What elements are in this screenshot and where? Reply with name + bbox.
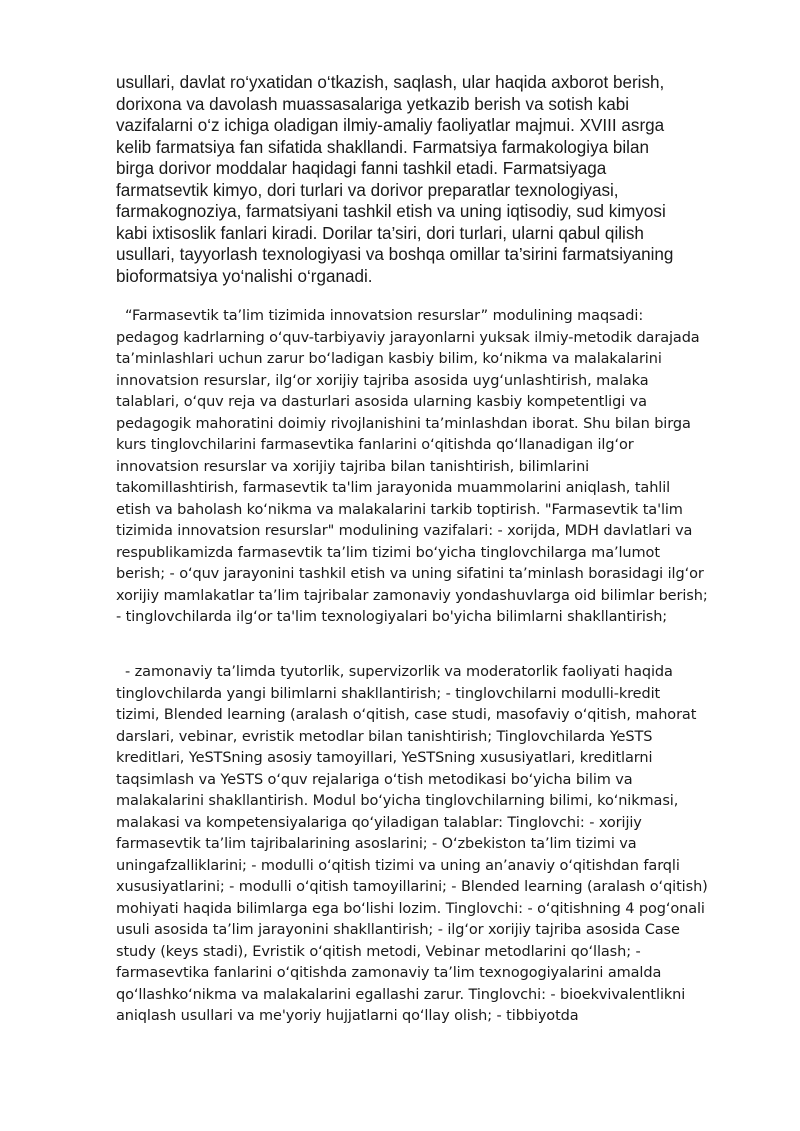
text-line: pedagog kadrlarning o‘quv-tarbiyaviy jarayonlarni yuksak ilmiy-metodik darajada	[116, 329, 700, 346]
text-line: xususiyatlarini; - modulli o‘qitish tamoyillarini; - Blended learning (aralash o‘qitish)	[116, 879, 708, 895]
text-line: usuli asosida ta’lim jarayonini shakllantirish; - ilg‘or xorijiy tajriba asosida Case	[116, 922, 680, 938]
text-line: malakalarini shakllantirish. Modul bo‘yicha tinglovchilarning bilimi, ko‘nikmasi,	[116, 793, 679, 809]
text-line: mohiyati haqida bilimlarga ega bo‘lishi lozim. Tinglovchi: - o‘qitishning 4 pog‘onali	[116, 900, 705, 917]
text-line: kelib farmatsiya fan sifatida shakllandi. Farmatsiya farmakologiya bilan	[116, 137, 649, 157]
text-line: qo‘llashko‘nikma va malakalarini egallashi zarur. Tinglovchi: - bioekvivalentlikni	[116, 986, 686, 1003]
text-line: taqsimlash va YeSTS o‘quv rejalariga o‘tish metodikasi bo‘yicha bilim va	[116, 771, 633, 788]
paragraph-pharmacy-definition	[116, 72, 736, 287]
text-line: innovatsion resurslar, ilg‘or xorijiy tajriba asosida uyg‘unlashtirish, malaka	[116, 372, 649, 389]
text-line: ta’minlashlari uchun zarur bo‘ladigan kasbiy bilim, ko‘nikma va malakalarini	[116, 351, 662, 367]
text-line: aniqlash usullari va me'yoriy hujjatlarni qo‘llay olish; - tibbiyotda	[116, 1008, 579, 1024]
text-line: tizimi, Blended learning (aralash o‘qitish, case studi, masofaviy o‘qitish, mahorat	[116, 707, 697, 723]
text-line: farmakognoziya, farmatsiyani tashkil etish va uning iqtisodiy, sud kimyosi	[116, 202, 666, 221]
text-line: respublikamizda farmasevtik ta’lim tizimi bo‘yicha tinglovchilarga ma’lumot	[116, 544, 660, 561]
text-line: pedagogik mahoratini doimiy rivojlanishini ta’minlashdan iborat. Shu bilan birga	[116, 415, 691, 432]
text-line: kurs tinglovchilarini farmasevtika fanlarini o‘qitishda qo‘llanadigan ilg‘or	[116, 437, 634, 453]
text-line: uningafzalliklarini; - modulli o‘qitish tizimi va uning an’anaviy o‘qitishdan farqli	[116, 857, 680, 874]
text-line: kabi ixtisoslik fanlari kiradi. Dorilar ta’siri, dori turlari, ularni qabul qilish	[116, 223, 644, 243]
text-line: vazifalarni o‘z ichiga oladigan ilmiy-amaliy faoliyatlar majmui. XVIII asrga	[116, 116, 665, 135]
text-line: “Farmasevtik ta’lim tizimida innovatsion resurslar” modulining maqsadi:	[116, 308, 644, 324]
text-line: xorijiy mamlakatlar ta’lim tajribalar zamonaviy yondashuvlarga oid bilimlar berish;	[116, 587, 708, 604]
text-line: birga dorivor moddalar haqidagi fanni tashkil etadi. Farmatsiyaga	[116, 159, 607, 178]
text-line: talablari, o‘quv reja va dasturlari asosida ularning kasbiy kompetentligi va	[116, 394, 647, 410]
text-line: kreditlari, YeSTSning asosiy tamoyillari, YeSTSning xususiyatlari, kreditlarni	[116, 750, 653, 766]
text-line: study (keys stadi), Evristik o‘qitish metodi, Vebinar metodlarini qo‘llash; -	[116, 943, 641, 960]
paragraph-module-requirements	[116, 662, 746, 1028]
paragraph-module-goal	[116, 306, 746, 629]
text-line: takomillashtirish, farmasevtik ta'lim jarayonida muammolarini aniqlash, tahlil	[116, 480, 671, 496]
text-line: berish; - o‘quv jarayonini tashkil etish va uning sifatini ta’minlash borasidagi ilg‘or	[116, 566, 704, 582]
text-line: - zamonaviy ta’limda tyutorlik, supervizorlik va moderatorlik faoliyati haqida	[116, 664, 673, 680]
text-line: - tinglovchilarda ilg‘or ta'lim texnologiyalari bo'yicha bilimlarni shakllantirish;	[116, 609, 668, 625]
text-line: etish va baholash ko‘nikma va malakalarini tarkib toptirish. "Farmasevtik ta'lim	[116, 501, 683, 518]
text-line: farmatsevtik kimyo, dori turlari va dorivor preparatlar texnologiyasi,	[116, 180, 619, 200]
text-line: tinglovchilarda yangi bilimlarni shakllantirish; - tinglovchilarni modulli-kredit	[116, 685, 661, 702]
text-line: farmasevtik ta’lim tajribalarining asoslarini; - O‘zbekiston ta’lim tizimi va	[116, 836, 637, 852]
text-line: tizimida innovatsion resurslar" modulining vazifalari: - xorijda, MDH davlatlari va	[116, 523, 693, 539]
text-line: bioformatsiya yo‘nalishi o‘rganadi.	[116, 266, 373, 286]
text-line: innovatsion resurslar va xorijiy tajriba bilan tanishtirish, bilimlarini	[116, 458, 590, 475]
text-line: darslari, vebinar, evristik metodlar bilan tanishtirish; Tinglovchilarda YeSTS	[116, 728, 653, 745]
text-line: usullari, davlat ro‘yxatidan o‘tkazish, saqlash, ular haqida axborot berish,	[116, 73, 665, 92]
text-line: malakasi va kompetensiyalariga qo‘yiladigan talablar: Tinglovchi: - xorijiy	[116, 814, 642, 831]
text-line: usullari, tayyorlash texnologiyasi va boshqa omillar ta’sirini farmatsiyaning	[116, 245, 674, 264]
text-line: dorixona va davolash muassasalariga yetkazib berish va sotish kabi	[116, 94, 630, 114]
text-line: farmasevtika fanlarini o‘qitishda zamonaviy ta’lim texnogogiyalarini amalda	[116, 965, 662, 981]
